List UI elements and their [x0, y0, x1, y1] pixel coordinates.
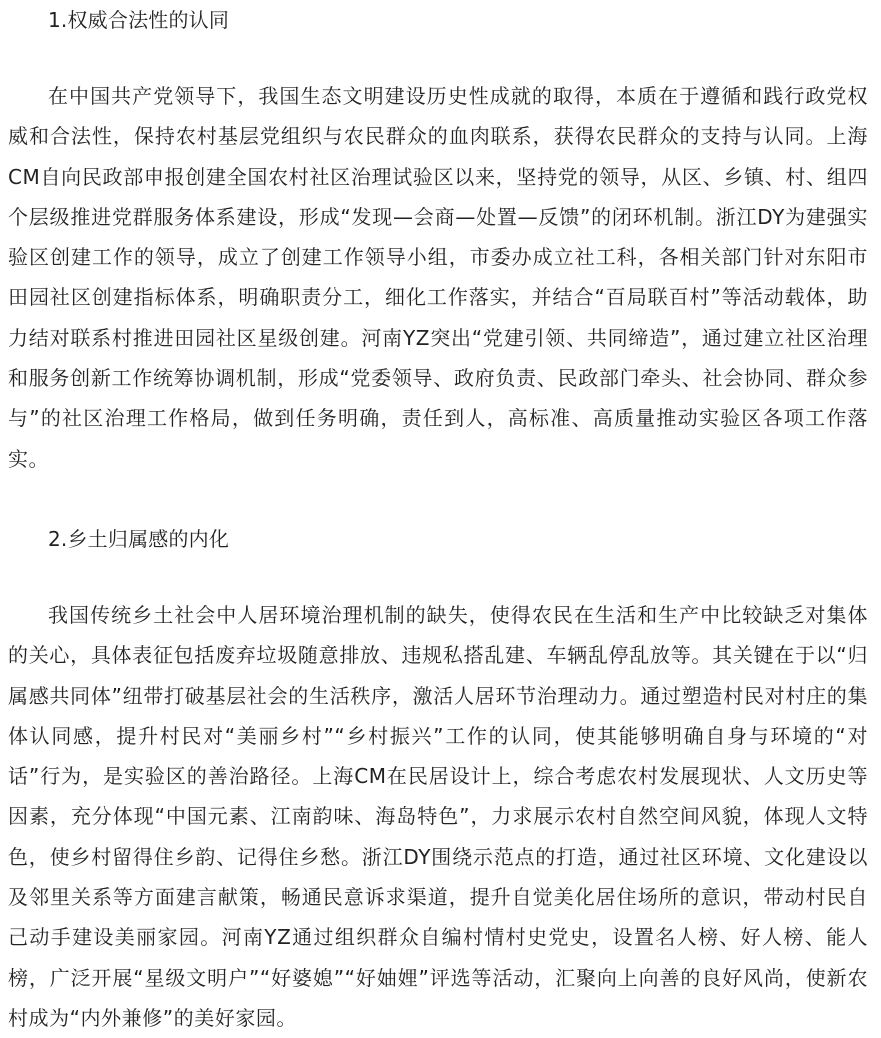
- document-body: [8, 0, 868, 1038]
- section-paragraph-2: 我国传统乡土社会中人居环境治理机制的缺失，使得农民在生活和生产中比较缺乏对集体的关心，具体表征包括废弃垃圾随意排放、违规私搭乱建、车辆乱停乱放等。其关键在于以“归属感共同体”纽带打破基层社会的生活秩序，激活人居环节治理动力。通过塑造村民对村庄的集体认同感，提升村民对“美丽乡村”“乡村振兴”工作的认同，使其能够明确自身与环境的“对话”行为，是实验区的善治路径。上海CM在民居设计上，综合考虑农村发展现状、人文历史等因素，充分体现“中国元素、江南韵味、海岛特色”，力求展示农村自然空间风貌，体现人文特色，使乡村留得住乡韵、记得住乡愁。浙江DY围绕示范点的打造，通过社区环境、文化建设以及邻里关系等方面建言献策，畅通民意诉求渠道，提升自觉美化居住场所的意识，带动村民自己动手建设美丽家园。河南YZ通过组织群众自编村情村史党史，设置名人榜、好人榜、能人榜，广泛开展“星级文明户”“好婆媳”“好妯娌”评选等活动，汇聚向上向善的良好风尚，使新农村成为“内外兼修”的美好家园。: [8, 602, 868, 1030]
- section-paragraph-1: 在中国共产党领导下，我国生态文明建设历史性成就的取得，本质在于遵循和践行政党权威和合法性，保持农村基层党组织与农民群众的血肉联系，获得农民群众的支持与认同。上海CM自向民政部申报创建全国农村社区治理试验区以来，坚持党的领导，从区、乡镇、村、组四个层级推进党群服务体系建设，形成“发现—会商—处置—反馈”的闭环机制。浙江DY为建强实验区创建工作的领导，成立了创建工作领导小组，市委办成立社工科，各相关部门针对东阳市田园社区创建指标体系，明确职责分工，细化工作落实，并结合“百局联百村”等活动载体，助力结对联系村推进田园社区星级创建。河南YZ突出“党建引领、共同缔造”，通过建立社区治理和服务创新工作统筹协调机制，形成“党委领导、政府负责、民政部门牵头、社会协同、群众参与”的社区治理工作格局，做到任务明确，责任到人，高标准、高质量推动实验区各项工作落实。: [8, 84, 868, 471]
- section-heading-2: 2.乡土归属感的内化: [48, 526, 230, 551]
- section-heading-1: 1.权威合法性的认同: [48, 8, 230, 32]
